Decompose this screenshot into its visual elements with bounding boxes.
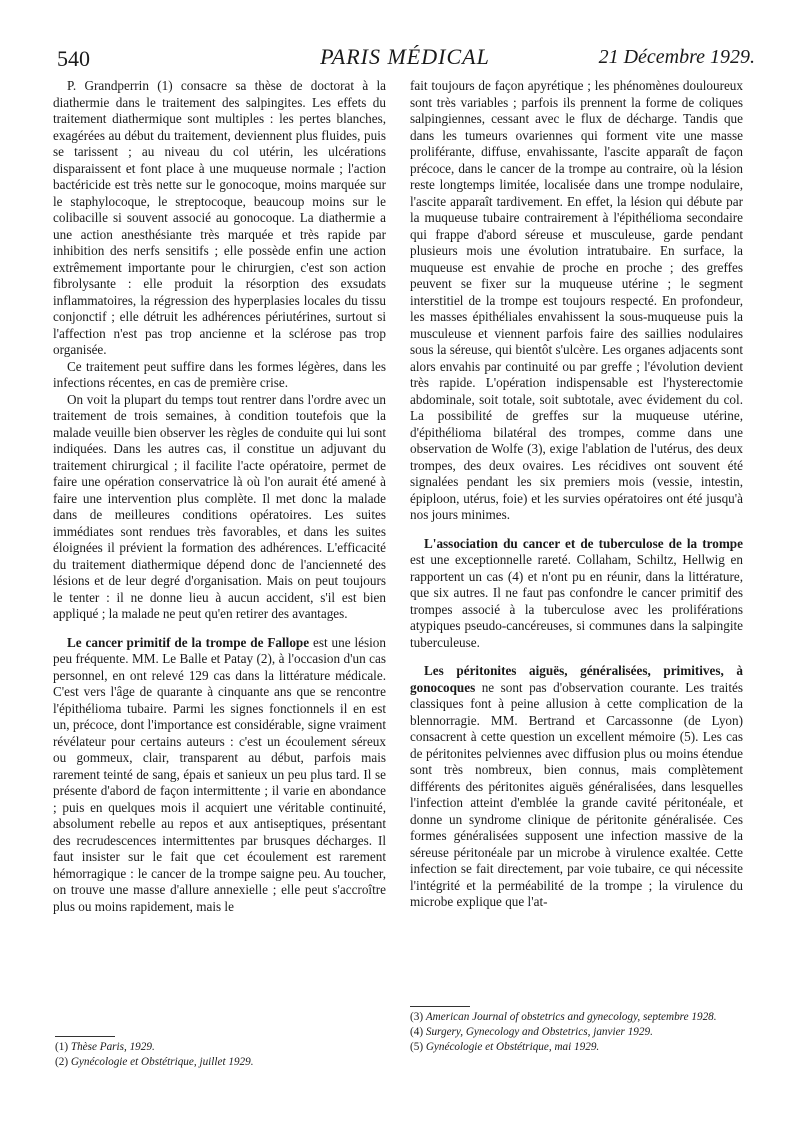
paragraph-tuberculose (410, 536, 743, 652)
footnote-2: (2) Gynécologie et Obstétrique, juillet 1929. (55, 1056, 254, 1068)
running-header (55, 42, 755, 72)
section-heading-cancer-trompe: Le cancer primitif de la trompe de Fallope (67, 634, 310, 650)
paragraph-tuberculose-text: est une exceptionnelle rareté. Collaham, Schiltz, Hellwig en rapportent un cas (4) et n'ont pu en réunir, dans la littérature, que six autres. Il ne faut pas confondre le cancer primitif des trompes associé à la tuberculose avec les proliférations atypiques pseudo-cancéreuses, si communes dans la salpingite tuberculeuse. (410, 552, 743, 650)
paragraph-continuation: fait toujours de façon apyrétique ; les phénomènes douloureux sont très variables ; parfois ils prennent la forme de coliques salpingiennes, cessant avec le flux de décharge. Tandis que dans les tumeurs ovariennes qui forment vite une masse proliférante, diffuse, envahissante, l'ascite apparaît de façon précoce, dans le cancer de la trompe au contraire, où la lésion reste longtemps limitée, localisée dans une trompe nodulaire, l'ascite apparaît tardivement. En effet, la lésion qui débute par la muqueuse tubaire contrairement à l'épithélioma secondaire qui frappe d'abord séreuse et musculeuse, garde pendant plusieurs mois une évolution intratubaire. En surface, la muqueuse est envahie de proche en proche ; des greffes peuvent se fixer sur la muqueuse utérine ; le segment interstitiel de la trompe est toujours respecté. En profondeur, les masses épithéliales envahissent la sous-muqueuse puis la musculeuse et viennent parfois faire des saillies nodulaires sous la séreuse, qui bientôt s'ulcère. Les organes adjacents sont alors envahis par continuité ou par greffe ; l'évolution devient très rapide. L'opération indispensable est l'hysterectomie abdominale, soit totale, soit subtotale, avec évidement du col. La possibilité de greffes sur la muqueuse utérine, d'épithélioma bilatéral des trompes, comme dans une observation de Wolfe (3), exige l'ablation de l'utérus, des deux trompes, des deux ovaires. Les récidives ont souvent été signalées pendant les six premiers mois (vessie, intestin, épiploon, utérus, foie) et les survies opératoires ont été jusqu'à nos jours minimes. (410, 78, 743, 522)
footnotes-right (410, 1010, 746, 1055)
footnote-1: (1) Thèse Paris, 1929. (55, 1041, 155, 1053)
footnotes-left (55, 1040, 385, 1070)
left-column (53, 78, 386, 915)
paragraph-formes-legeres: Ce traitement peut suffire dans les formes légères, dans les infections récentes, en cas de première crise. (53, 358, 386, 390)
right-column (410, 78, 743, 911)
paragraph-traitement: On voit la plupart du temps tout rentrer dans l'ordre avec un traitement de trois semaines, à condition toutefois que la malade veuille bien observer les règles de conduite qui lui sont indiquées. Dans les autres cas, il constitue un adjuvant du traitement chirurgical ; il facilite l'acte opératoire, permet de faire une opération conservatrice là où l'on aurait été amené à faire une intervention plus complète. Il met donc la malade dans de meilleures conditions opératoires. Les suites immédiates sont rendues très favorables, et dans les suites éloignées il prévient la formation des adhérences. L'efficacité du traitement diathermique dépend donc de l'ancienneté des lésions et de leur degré d'organisation. Mais on peut toujours le tenter : il ne donne lieu à aucun accident, s'il est bien appliqué ; la malade ne peut qu'en retirer des avantages. (53, 391, 386, 621)
journal-title: PARIS MÉDICAL (320, 44, 490, 69)
footnote-4: (4) Surgery, Gynecology and Obstetrics, janvier 1929. (410, 1026, 653, 1038)
issue-date: 21 Décembre 1929. (598, 46, 755, 68)
footnote-3: (3) American Journal of obstetrics and gynecology, septembre 1928. (410, 1011, 717, 1023)
paragraph-cancer-trompe-text: est une lésion peu fréquente. MM. Le Balle et Patay (2), à l'occasion d'un cas personnel, en ont relevé 129 cas dans la littérature médicale. C'est vers l'âge de quarante à cinquante ans que se rencontre l'épithélioma tubaire. Parmi les signes fonctionnels il en est un, précoce, dont l'importance est considérable, signe vraiment révélateur pour certains auteurs : c'est un écoulement séreux ou gommeux, clair, transparent au début, parfois mais rarement teinté de sang, épais et sanieux un peu plus tard. Il se présente d'abord de façon intermittente ; il varie en abondance ; puis en quelques mois il acquiert une véritable continuité, absolument rebelle au repos et aux antiseptiques, présentant des recrudescences intermittentes par brusques décharges. Il faut insister sur le fait que cet écoulement est rarement hémorragique : le cancer de la trompe saigne peu. Au toucher, on trouve une masse d'allure annexielle ; elle peut s'accroître plus ou moins rapidement, mais le (53, 634, 386, 914)
paragraph-cancer-trompe (53, 635, 386, 916)
footnote-rule-right (410, 1006, 470, 1007)
section-heading-peritonites: Les péritonites aiguës, généralisées, primitives, à gonocoques (410, 663, 743, 695)
footnote-5: (5) Gynécologie et Obstétrique, mai 1929. (410, 1041, 600, 1053)
paragraph-peritonites (410, 663, 743, 911)
page-number: 540 (57, 46, 90, 71)
paragraph-peritonites-text: ne sont pas d'observation courante. Les traités classiques font à peine allusion à cette complication de la blennorragie. MM. Bertrand et Carcassonne (de Lyon) consacrent à cette question un excellent mémoire (5). Les cas de péritonites pelviennes avec diffusion plus ou moins étendue sont très nombreux, bien connus, mais complètement différents des péritonites aiguës généralisées, dans lesquelles l'infection atteint d'emblée la grande cavité péritonéale, et donne un syndrome clinique de péritonite généralisée. Ces formes généralisées supposent une infection massive de la séreuse péritonéale par un microbe à virulence exaltée. Cette infection se fait directement, par voie tubaire, ce qui nécessite l'intégrité et la perméabilité de la trompe ; la virulence du microbe explique que l'at- (410, 679, 743, 909)
paragraph-diathermie: P. Grandperrin (1) consacre sa thèse de doctorat à la diathermie dans le traitement des salpingites. Les effets du traitement diathermique sont multiples : les pertes blanches, exagérées au début du traitement, deviennent plus fluides, puis se tarissent ; au niveau du col utérin, les ulcérations disparaissent et font place à une muqueuse normale ; l'action bactéricide est très nette sur le gonocoque, moins marquée sur le staphylocoque, le streptocoque, beaucoup moins sur le colibacille si souvent associé au gonocoque. La diathermie a une action anesthésiante très marquée et très rapide par inhibition des nerfs sensitifs ; elle possède enfin une action extrêmement importante pour le chirurgien, c'est son action fibrolysante : elle produit la résorption des exsudats inflammatoires, la régression des hyperplasies locales du tissu conjonctif ; elle détruit les adhérences périutérines, surtout si l'affection n'est pas trop ancienne et la sclérose pas trop organisée. (53, 78, 386, 357)
footnote-rule-left (55, 1036, 115, 1037)
section-heading-tuberculose: L'association du cancer et de tuberculose de la trompe (424, 535, 743, 551)
